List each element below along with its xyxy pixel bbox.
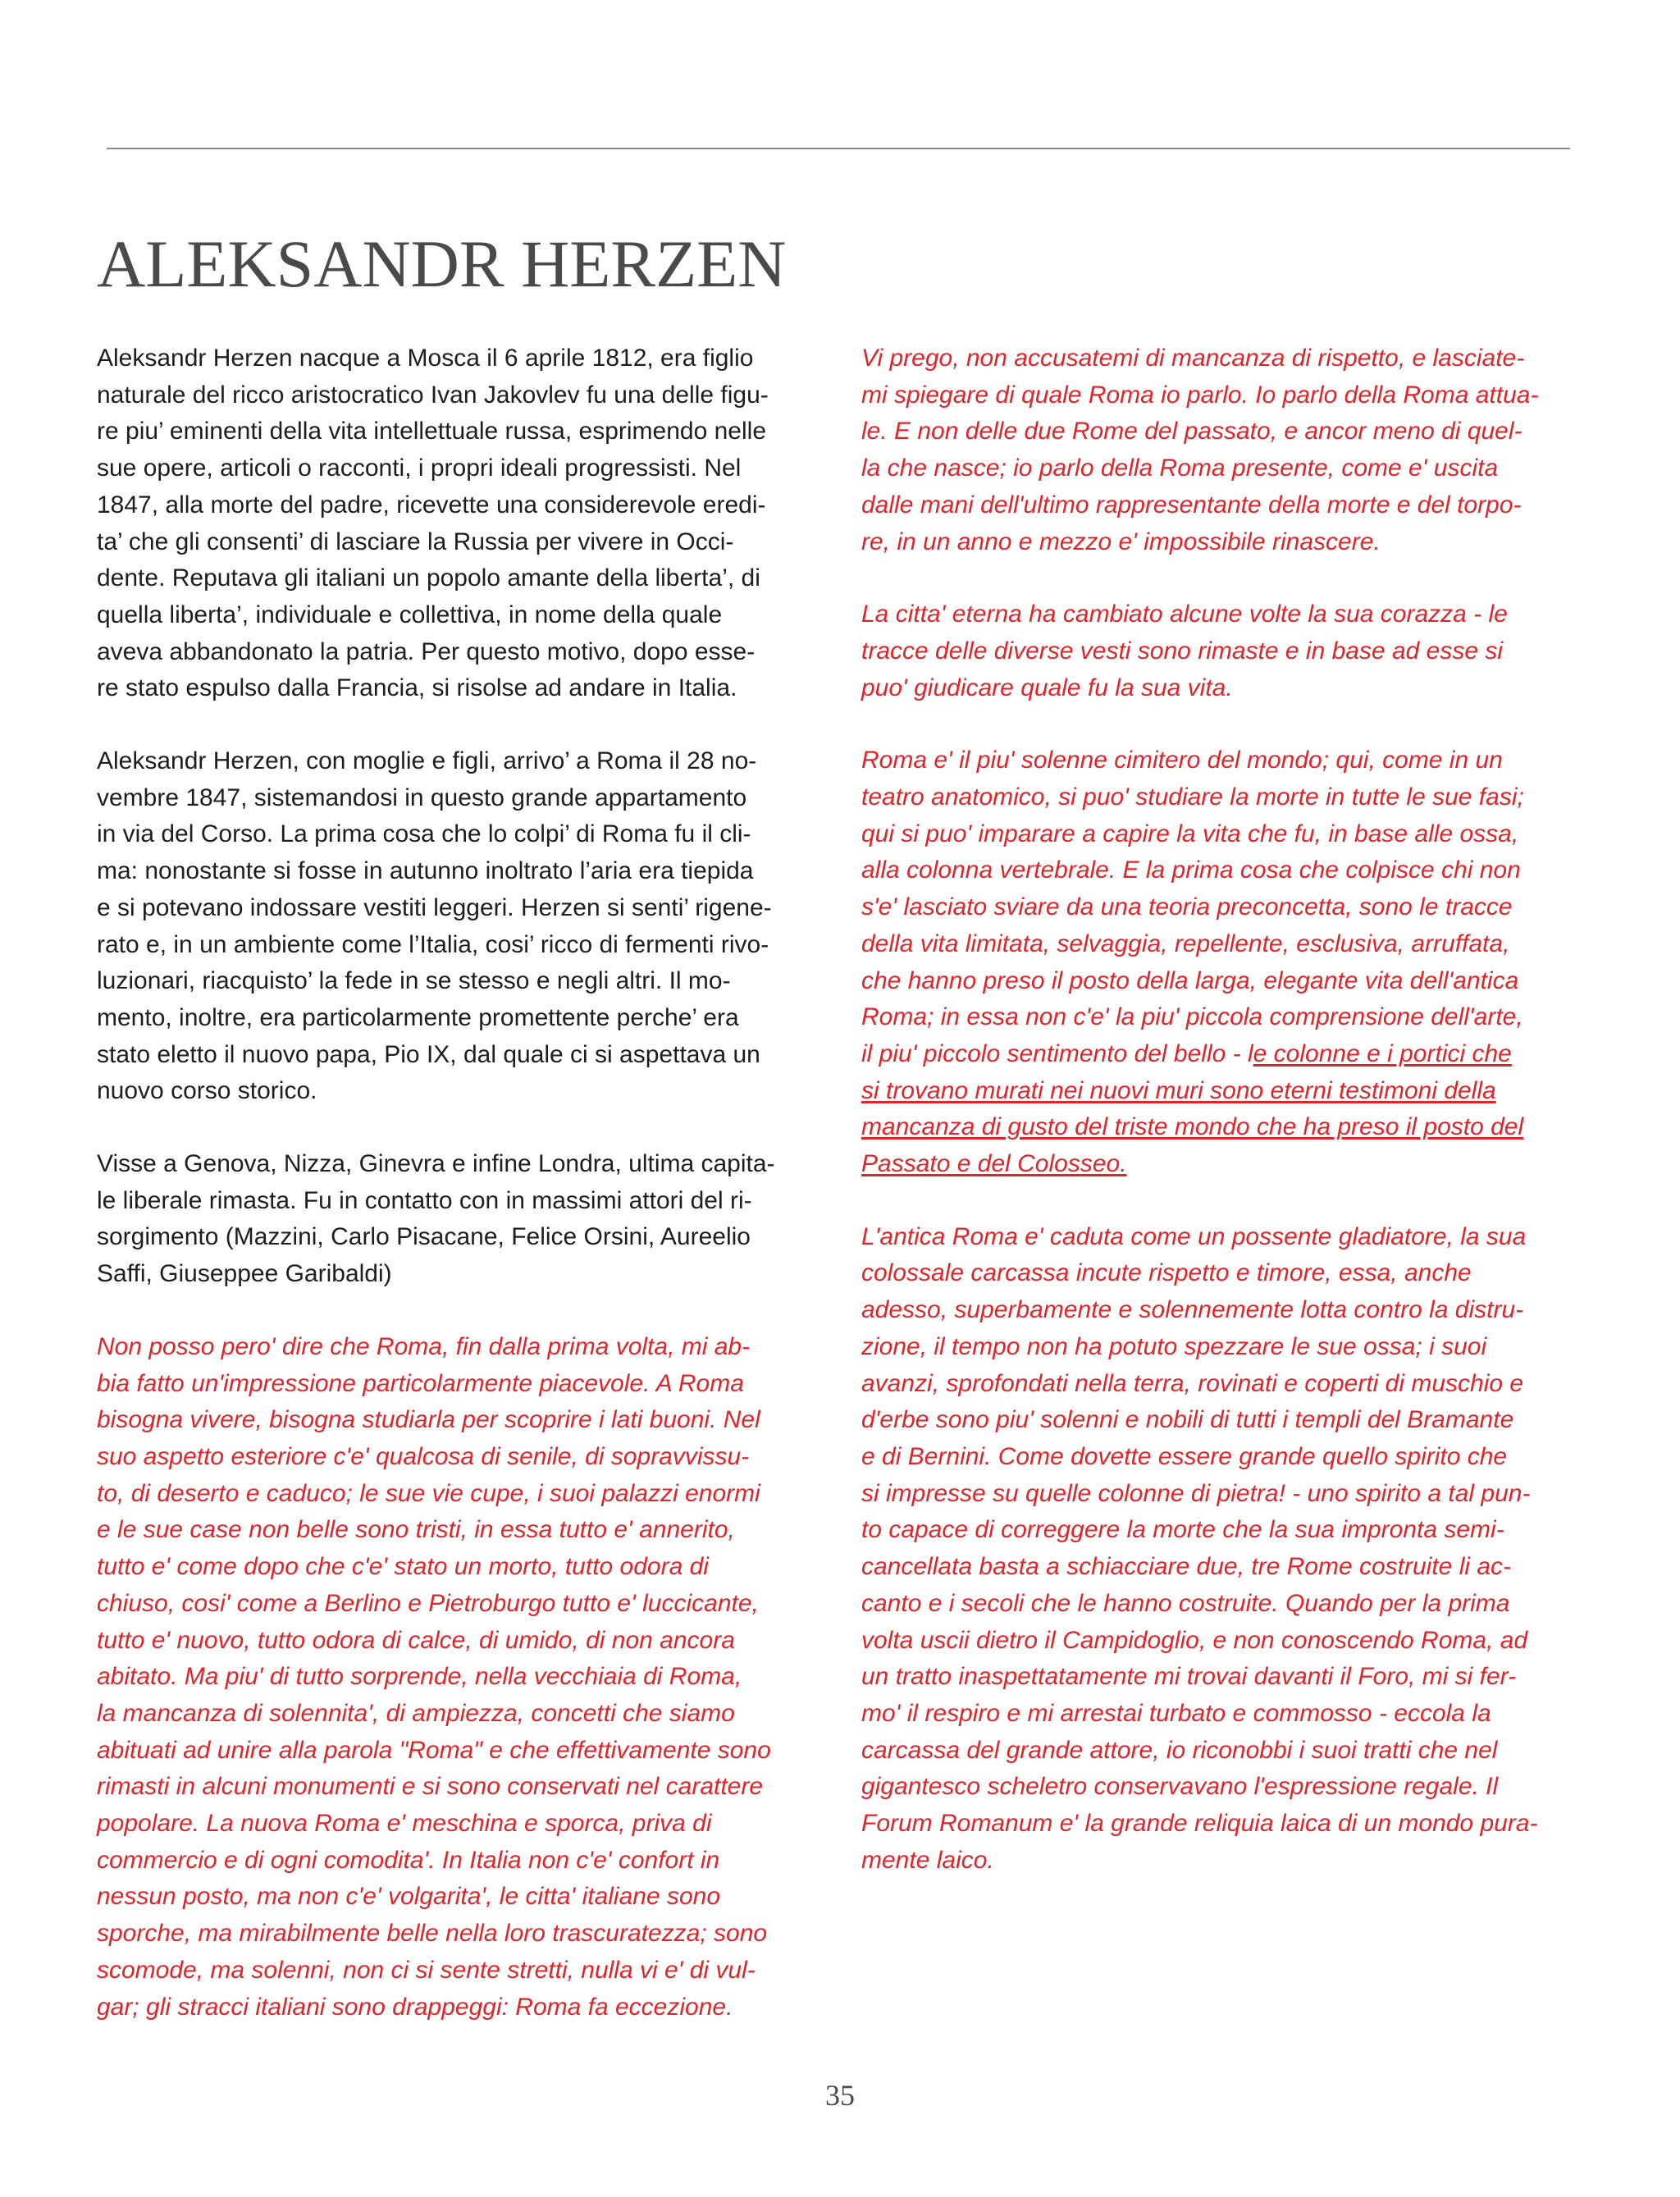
- page-number: 35: [825, 2079, 855, 2112]
- underlined-text: mancanza di gusto del triste mondo che ha preso il posto del: [861, 1113, 1524, 1141]
- text-line: e di Bernini. Come dovette essere grande quello spirito che: [861, 1442, 1508, 1470]
- text-line: quella liberta’, individuale e collettiva, in nome della quale: [97, 601, 723, 628]
- text-line: d'erbe sono piu' solenni e nobili di tutti i templi del Bramante: [861, 1406, 1514, 1434]
- text-line: chiuso, cosi' come a Berlino e Pietroburgo tutto e' luccicante,: [97, 1589, 759, 1617]
- paragraph-gap: [861, 1183, 1600, 1219]
- text-line: L'antica Roma e' caduta come un possente gladiatore, la sua: [861, 1222, 1527, 1250]
- paragraph-gap: [97, 707, 823, 743]
- text-line: un tratto inaspettatamente mi trovai davanti il Foro, mi si fer-: [861, 1663, 1517, 1691]
- left-column: [97, 340, 823, 2026]
- text-line: gigantesco scheletro conservavano l'espressione regale. Il: [861, 1773, 1499, 1801]
- text-line: dalle mani dell'ultimo rappresentante della morte e del torpo-: [861, 491, 1522, 518]
- text-line: [861, 1146, 1600, 1183]
- text-line: stato eletto il nuovo papa, Pio IX, dal quale ci si aspettava un: [97, 1040, 760, 1068]
- text-line: che hanno preso il posto della larga, elegante vita dell'antica: [861, 966, 1519, 994]
- bio-paragraph: [97, 340, 823, 707]
- text-line: [861, 1036, 1600, 1073]
- text-line: popolare. La nuova Roma e' meschina e sporca, priva di: [97, 1810, 712, 1838]
- text-line: scomode, ma solenni, non ci si sente stretti, nulla vi e' di vul-: [97, 1956, 756, 1984]
- quote-paragraph: [861, 1219, 1600, 1880]
- text-line: s'e' lasciato sviare da una teoria preconcetta, sono le tracce: [861, 893, 1513, 921]
- text-line: avanzi, sprofondati nella terra, rovinati e coperti di muschio e: [861, 1369, 1524, 1397]
- text-line: e le sue case non belle sono tristi, in essa tutto e' annerito,: [97, 1516, 735, 1544]
- text-line: tracce delle diverse vesti sono rimaste e in base ad esse si: [861, 637, 1504, 665]
- text-line: Forum Romanum e' la grande reliquia laica di un mondo pura-: [861, 1810, 1538, 1838]
- text-run: il piu' piccolo sentimento del bello - l: [861, 1039, 1253, 1067]
- page-title: ALEKSANDR HERZEN: [97, 226, 787, 301]
- text-line: commercio e di ogni comodita'. In Italia non c'e' confort in: [97, 1846, 720, 1874]
- text-line: tutto e' come dopo che c'e' stato un morto, tutto odora di: [97, 1553, 709, 1581]
- text-line: le liberale rimasta. Fu in contatto con in massimi attori del ri-: [97, 1186, 752, 1214]
- text-line: mento, inoltre, era particolarmente promettente perche’ era: [97, 1003, 739, 1031]
- text-line: nuovo corso storico.: [97, 1077, 317, 1105]
- paragraph-gap: [861, 706, 1600, 742]
- text-line: Visse a Genova, Nizza, Ginevra e infine Londra, ultima capita-: [97, 1150, 775, 1178]
- quote-paragraph: [861, 340, 1600, 560]
- text-line: mente laico.: [861, 1846, 994, 1874]
- text-line: colossale carcassa incute rispetto e timore, essa, anche: [861, 1259, 1472, 1287]
- text-line: re stato espulso dalla Francia, si risolse ad andare in Italia.: [97, 674, 737, 702]
- text-line: Aleksandr Herzen, con moglie e figli, arrivo’ a Roma il 28 no-: [97, 747, 757, 775]
- text-line: alla colonna vertebrale. E la prima cosa che colpisce chi non: [861, 856, 1521, 884]
- text-line: cancellata basta a schiacciare due, tre Rome costruite li ac-: [861, 1553, 1512, 1581]
- text-line: naturale del ricco aristocratico Ivan Jakovlev fu una delle figu-: [97, 381, 769, 409]
- text-line: 1847, alla morte del padre, ricevette una considerevole eredi-: [97, 491, 766, 518]
- text-line: si impresse su quelle colonne di pietra! - uno spirito a tal pun-: [861, 1479, 1531, 1507]
- text-line: rato e, in un ambiente come l’Italia, cosi’ ricco di fermenti rivo-: [97, 930, 769, 958]
- text-line: le. E non delle due Rome del passato, e ancor meno di quel-: [861, 418, 1522, 445]
- text-line: teatro anatomico, si puo' studiare la morte in tutte le sue fasi;: [861, 783, 1524, 811]
- text-line: [861, 1109, 1600, 1146]
- text-line: sue opere, articoli o racconti, i propri ideali progressisti. Nel: [97, 454, 742, 482]
- text-line: puo' giudicare quale fu la sua vita.: [861, 674, 1233, 701]
- text-line: bisogna vivere, bisogna studiarla per scoprire i lati buoni. Nel: [97, 1406, 760, 1434]
- text-line: vembre 1847, sistemandosi in questo grande appartamento: [97, 783, 747, 811]
- text-line: abituati ad unire alla parola "Roma" e che effettivamente sono: [97, 1736, 771, 1764]
- text-line: ma: nonostante si fosse in autunno inoltrato l’aria era tiepida: [97, 857, 754, 885]
- text-line: gar; gli stracci italiani sono drappeggi: Roma fa eccezione.: [97, 1993, 733, 2021]
- text-line: Aleksandr Herzen nacque a Mosca il 6 aprile 1812, era figlio: [97, 345, 754, 372]
- text-line: tutto e' nuovo, tutto odora di calce, di umido, di non ancora: [97, 1626, 735, 1654]
- text-line: La citta' eterna ha cambiato alcune volte la sua corazza - le: [861, 601, 1508, 628]
- paragraph-gap: [861, 560, 1600, 596]
- text-line: re, in un anno e mezzo e' impossibile rinascere.: [861, 528, 1381, 555]
- text-line: in via del Corso. La prima cosa che lo colpi’ di Roma fu il cli-: [97, 820, 751, 848]
- text-line: [861, 1073, 1600, 1110]
- text-line: rimasti in alcuni monumenti e si sono conservati nel carattere: [97, 1773, 764, 1801]
- text-line: sorgimento (Mazzini, Carlo Pisacane, Felice Orsini, Aureelio: [97, 1223, 751, 1251]
- text-line: mi spiegare di quale Roma io parlo. Io parlo della Roma attua-: [861, 381, 1539, 409]
- text-line: adesso, superbamente e solennemente lotta contro la distru-: [861, 1296, 1524, 1324]
- right-column: [861, 340, 1600, 1879]
- text-line: volta uscii dietro il Campidoglio, e non conoscendo Roma, ad: [861, 1626, 1528, 1654]
- text-line: nessun posto, ma non c'e' volgarita', le citta' italiane sono: [97, 1883, 721, 1911]
- text-line: Saffi, Giuseppee Garibaldi): [97, 1260, 392, 1288]
- bio-paragraph: [97, 1146, 823, 1293]
- underlined-text: e colonne e i portici che: [1253, 1039, 1512, 1067]
- text-line: sporche, ma mirabilmente belle nella loro trascuratezza; sono: [97, 1920, 768, 1948]
- text-line: ta’ che gli consenti’ di lasciare la Russia per vivere in Occi-: [97, 528, 734, 555]
- paragraph-gap: [97, 1293, 823, 1329]
- text-line: la mancanza di solennita', di ampiezza, concetti che siamo: [97, 1699, 735, 1727]
- text-line: aveva abbandonato la patria. Per questo motivo, dopo esse-: [97, 637, 756, 665]
- quote-paragraph: [861, 742, 1600, 1182]
- text-line: qui si puo' imparare a capire la vita che fu, in base alle ossa,: [861, 820, 1519, 847]
- text-line: Non posso pero' dire che Roma, fin dalla prima volta, mi ab-: [97, 1332, 751, 1360]
- header-rule: [107, 148, 1570, 149]
- text-line: abitato. Ma piu' di tutto sorprende, nella vecchiaia di Roma,: [97, 1663, 742, 1691]
- paragraph-gap: [97, 1110, 823, 1146]
- text-line: bia fatto un'impressione particolarmente piacevole. A Roma: [97, 1369, 744, 1397]
- text-line: mo' il respiro e mi arrestai turbato e commosso - eccola la: [861, 1699, 1491, 1727]
- bio-paragraph: [97, 743, 823, 1110]
- text-line: Roma; in essa non c'e' la piu' piccola comprensione dell'arte,: [861, 1003, 1523, 1031]
- text-line: to capace di correggere la morte che la sua impronta semi-: [861, 1516, 1504, 1544]
- underlined-text: Passato e del Colosseo.: [861, 1150, 1127, 1178]
- quote-paragraph: [861, 596, 1600, 706]
- text-line: suo aspetto esteriore c'e' qualcosa di senile, di sopravvissu-: [97, 1442, 750, 1470]
- text-line: canto e i secoli che le hanno costruite. Quando per la prima: [861, 1589, 1510, 1617]
- text-line: la che nasce; io parlo della Roma presente, come e' uscita: [861, 454, 1499, 482]
- text-line: luzionari, riacquisto’ la fede in se stesso e negli altri. Il mo-: [97, 967, 731, 995]
- quote-paragraph: [97, 1329, 823, 2026]
- text-line: Roma e' il piu' solenne cimitero del mondo; qui, come in un: [861, 747, 1503, 774]
- text-line: Vi prego, non accusatemi di mancanza di rispetto, e lasciate-: [861, 345, 1525, 372]
- text-line: dente. Reputava gli italiani un popolo amante della liberta’, di: [97, 564, 760, 592]
- underlined-text: si trovano murati nei nuovi muri sono eterni testimoni della: [861, 1076, 1496, 1104]
- text-line: zione, il tempo non ha potuto spezzare le sue ossa; i suoi: [861, 1332, 1487, 1360]
- text-line: carcassa del grande attore, io riconobbi i suoi tratti che nel: [861, 1736, 1498, 1764]
- text-line: e si potevano indossare vestiti leggeri. Herzen si senti’ rigene-: [97, 893, 772, 921]
- text-line: della vita limitata, selvaggia, repellente, esclusiva, arruffata,: [861, 930, 1510, 957]
- text-line: to, di deserto e caduco; le sue vie cupe, i suoi palazzi enormi: [97, 1479, 760, 1507]
- text-line: re piu’ eminenti della vita intellettuale russa, esprimendo nelle: [97, 418, 767, 445]
